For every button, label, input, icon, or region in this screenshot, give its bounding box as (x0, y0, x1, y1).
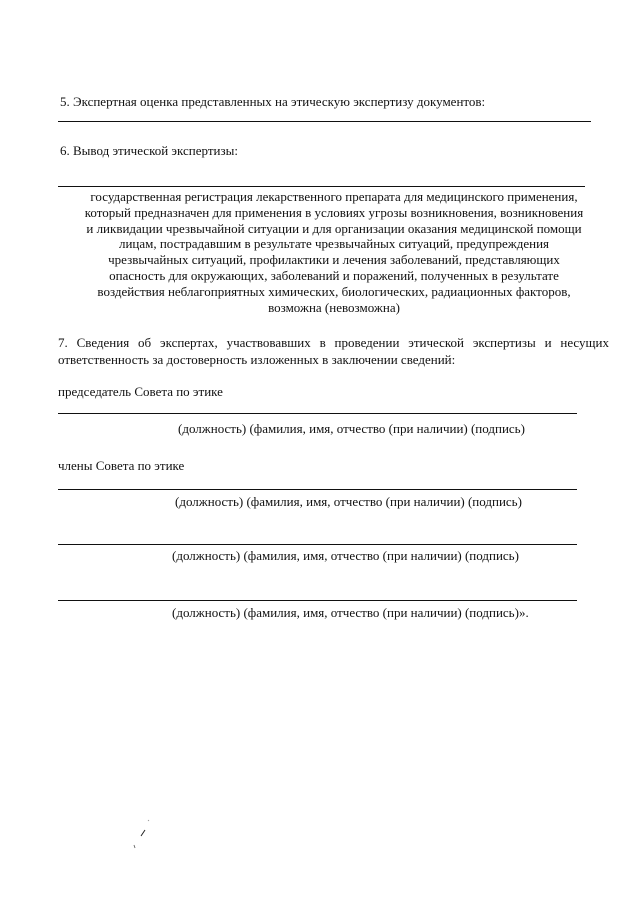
section-7-heading-line-1: 7. Сведения об экспертах, участвовавших в проведении этической экспертизы и несущих (58, 335, 609, 350)
conclusion-line: чрезвычайных ситуаций, профилактики и лечения заболеваний, представляющих (108, 252, 560, 268)
section-5-heading: 5. Экспертная оценка представленных на этическую экспертизу документов: (60, 94, 486, 109)
conclusion-line: воздействия неблагоприятных химических, биологических, радиационных факторов, (97, 283, 571, 299)
member-signature-caption-1: (должность) (фамилия, имя, отчество (при наличии) (подпись) (175, 494, 522, 509)
conclusion-line: опасность для окружающих, заболеваний и поражений, полученных в результате (109, 267, 559, 283)
pen-scribble-mark (128, 818, 158, 854)
section-5-answer-line (58, 121, 591, 122)
member-signature-caption-2: (должность) (фамилия, имя, отчество (при наличии) (подпись) (172, 548, 519, 563)
members-label: члены Совета по этике (58, 458, 185, 473)
section-6-heading: 6. Вывод этической экспертизы: (60, 143, 238, 158)
conclusion-line: возможна (невозможна) (268, 299, 400, 315)
section-7-heading-line-2: ответственность за достоверность изложенных в заключении сведений: (58, 352, 456, 367)
chairman-label: председатель Совета по этике (58, 384, 223, 399)
conclusion-line: лицам, пострадавшим в результате чрезвычайных ситуаций, предупреждения (118, 236, 550, 252)
chairman-signature-line (58, 413, 577, 414)
conclusion-line: который предназначен для применения в условиях угрозы возникновения, возникновения (84, 204, 584, 220)
ethics-conclusion-text (56, 189, 612, 315)
member-signature-line-3 (58, 600, 577, 601)
member-signature-line-1 (58, 489, 577, 490)
member-signature-line-2 (58, 544, 577, 545)
section-6-answer-line (58, 186, 585, 187)
member-signature-caption-3: (должность) (фамилия, имя, отчество (при наличии) (подпись)». (172, 605, 529, 620)
conclusion-line: и ликвидации чрезвычайной ситуации и для организации оказания медицинской помощи (86, 220, 582, 236)
conclusion-line: государственная регистрация лекарственного препарата для медицинского применения, (90, 189, 578, 204)
chairman-signature-caption: (должность) (фамилия, имя, отчество (при наличии) (подпись) (178, 421, 525, 436)
